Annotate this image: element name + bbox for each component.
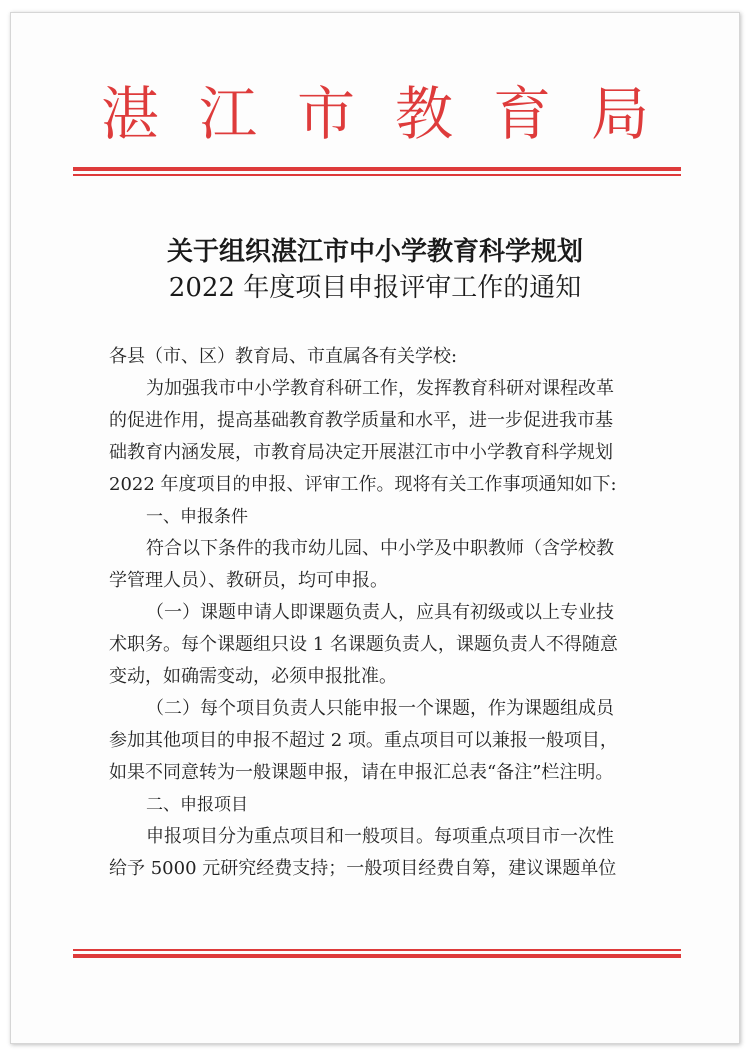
body-line: （一）课题申请人即课题负责人，应具有初级或以上专业技 <box>146 602 614 623</box>
document-title-line-2: 2022 年度项目申报评审工作的通知 <box>168 273 582 303</box>
section-heading: 一、申报条件 <box>146 507 248 527</box>
document-title-line-1: 关于组织湛江市中小学教育科学规划 <box>166 237 583 267</box>
body-line: 各县（市、区）教育局、市直属各有关学校: <box>109 346 458 367</box>
body-line: （二）每个项目负责人只能申报一个课题，作为课题组成员 <box>146 698 614 719</box>
body-line: 的促进作用，提高基础教育教学质量和水平，进一步促进我市基 <box>109 410 613 431</box>
body-line: 参加其他项目的申报不超过 2 项。重点项目可以兼报一般项目， <box>109 730 618 751</box>
body-line: 符合以下条件的我市幼儿园、中小学及中职教师（含学校教 <box>146 538 614 559</box>
footer-red-rule-thick <box>73 954 681 958</box>
body-line: 术职务。每个课题组只设 1 名课题负责人，课题负责人不得随意 <box>109 634 618 655</box>
body-line: 给予 5000 元研究经费支持；一般项目经费自筹，建议课题单位 <box>109 858 617 879</box>
letterhead-issuer-text: 湛江市教育局 <box>100 80 689 148</box>
document-body <box>109 341 669 885</box>
body-line: 变动，如确需变动，必须申报批准。 <box>109 666 397 687</box>
body-line: 2022 年度项目的申报、评审工作。现将有关工作事项通知如下: <box>109 474 617 495</box>
body-line: 为加强我市中小学教育科研工作，发挥教育科研对课程改革 <box>146 378 614 399</box>
letterhead-red-rule-thin <box>73 174 681 176</box>
body-line: 学管理人员）、教研员，均可申报。 <box>109 570 388 591</box>
letterhead-red-rule-thick <box>73 167 681 171</box>
body-line: 础教育内涵发展，市教育局决定开展湛江市中小学教育科学规划 <box>109 442 613 463</box>
document-page <box>10 12 740 1044</box>
section-heading: 二、申报项目 <box>146 795 248 815</box>
letterhead-issuer <box>11 80 739 148</box>
body-line: 如果不同意转为一般课题申报，请在申报汇总表“备注”栏注明。 <box>109 762 614 783</box>
body-line: 申报项目分为重点项目和一般项目。每项重点项目市一次性 <box>146 826 614 847</box>
footer-red-rule-thin <box>73 949 681 951</box>
